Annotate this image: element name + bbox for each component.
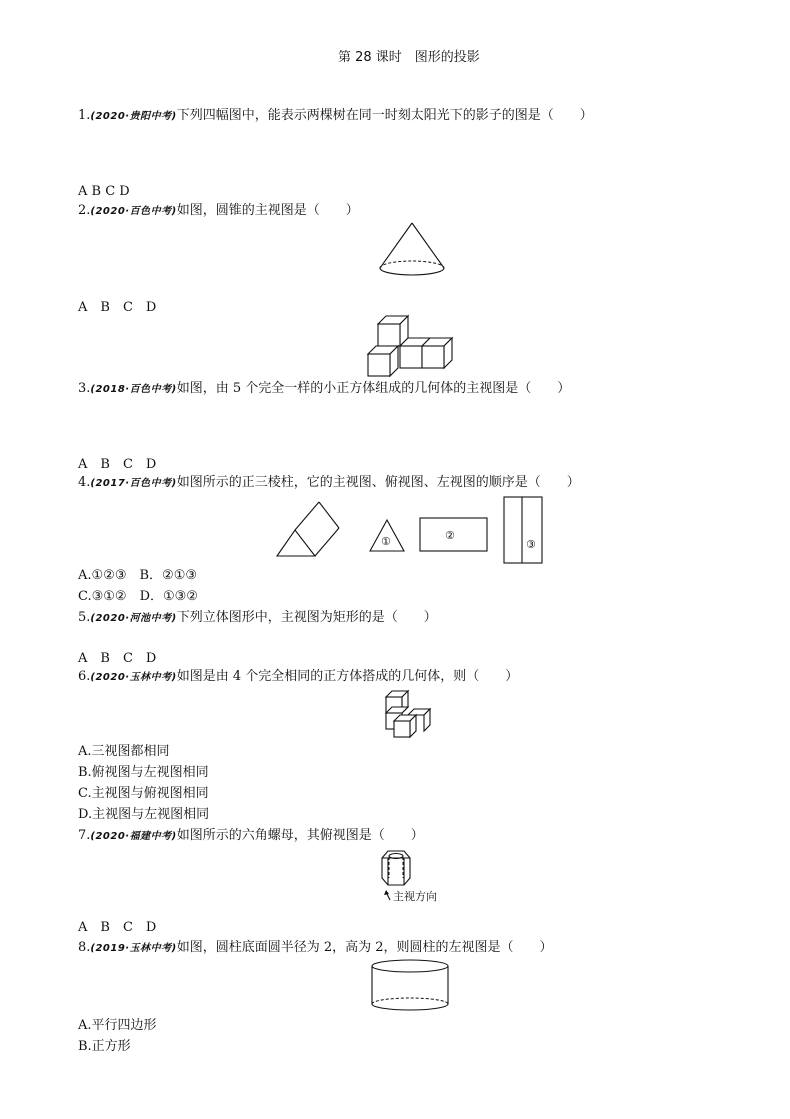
four-cubes-figure (384, 689, 434, 741)
question-6-option-a: A.三视图都相同 (78, 744, 170, 759)
question-text: 如图所示的六角螺母，其俯视图是（ ） (176, 828, 424, 843)
question-7-options: A B C D (78, 920, 157, 935)
question-text: 如图，圆柱底面圆半径为 2，高为 2，则圆柱的左视图是（ ） (176, 940, 553, 955)
question-text: 如图是由 4 个完全相同的正方体搭成的几何体，则（ ） (176, 669, 519, 684)
question-source: (2018·百色中考) (90, 384, 177, 395)
view-rectangle-2 (419, 517, 489, 553)
question-source: (2020·河池中考) (90, 613, 177, 624)
question-source: (2019·玉林中考) (90, 943, 177, 954)
question-6-option-d: D.主视图与左视图相同 (78, 807, 210, 822)
question-number: 2. (78, 203, 91, 218)
question-8 (78, 940, 553, 957)
question-number: 5. (78, 610, 91, 625)
cube-row (400, 338, 452, 368)
question-6-option-b: B.俯视图与左视图相同 (78, 765, 209, 780)
view-label-2: ② (445, 529, 455, 542)
question-4-option-line-2: C.③①② D．①③② (78, 589, 198, 604)
hex-nut-figure (376, 848, 456, 904)
question-text: 如图，圆锥的主视图是（ ） (176, 203, 359, 218)
question-text: 如图，由 5 个完全一样的小正方体组成的几何体的主视图是（ ） (176, 381, 571, 396)
question-5 (78, 610, 437, 627)
question-4 (78, 475, 580, 492)
question-text: 下列四幅图中，能表示两棵树在同一时刻太阳光下的影子的图是（ ） (176, 108, 593, 123)
cylinder-figure (370, 958, 454, 1016)
question-source: (2020·玉林中考) (90, 672, 177, 683)
triangular-prism-figure (273, 500, 343, 560)
question-8-option-a: A.平行四边形 (78, 1018, 157, 1033)
question-number: 4. (78, 475, 91, 490)
question-6 (78, 669, 518, 686)
view-label-1: ① (381, 535, 391, 548)
question-1-options: A B C D (78, 184, 130, 199)
question-source: (2017·百色中考) (90, 478, 177, 489)
view-triangle-1 (368, 518, 408, 554)
view-label-3: ③ (526, 538, 536, 551)
question-source: (2020·福建中考) (90, 831, 177, 842)
question-source: (2020·百色中考) (90, 206, 177, 217)
question-3 (78, 381, 570, 398)
cube-front (368, 346, 398, 376)
cone-figure (375, 220, 455, 282)
question-number: 1. (78, 108, 91, 123)
question-4-option-line-1: A.①②③ B．②①③ (78, 568, 197, 583)
page-title: 第 28 课时 图形的投影 (338, 50, 480, 65)
question-6-option-c: C.主视图与俯视图相同 (78, 786, 209, 801)
question-1 (78, 108, 593, 125)
question-source: (2020·贵阳中考) (90, 111, 177, 122)
question-text: 下列立体图形中，主视图为矩形的是（ ） (176, 610, 437, 625)
question-text: 如图所示的正三棱柱，它的主视图、俯视图、左视图的顺序是（ ） (176, 475, 580, 490)
question-2 (78, 203, 359, 220)
question-3-options: A B C D (78, 457, 157, 472)
question-2-options: A B C D (78, 300, 157, 315)
question-number: 6. (78, 669, 91, 684)
cube-top (378, 316, 408, 346)
view-direction-label: 主视方向 (393, 890, 437, 903)
five-cubes-figure (368, 316, 458, 378)
question-number: 7. (78, 828, 91, 843)
question-7 (78, 828, 424, 845)
question-number: 3. (78, 381, 91, 396)
view-rectangle-3 (503, 496, 545, 566)
question-5-options: A B C D (78, 651, 157, 666)
question-number: 8. (78, 940, 91, 955)
question-8-option-b: B.正方形 (78, 1039, 131, 1054)
